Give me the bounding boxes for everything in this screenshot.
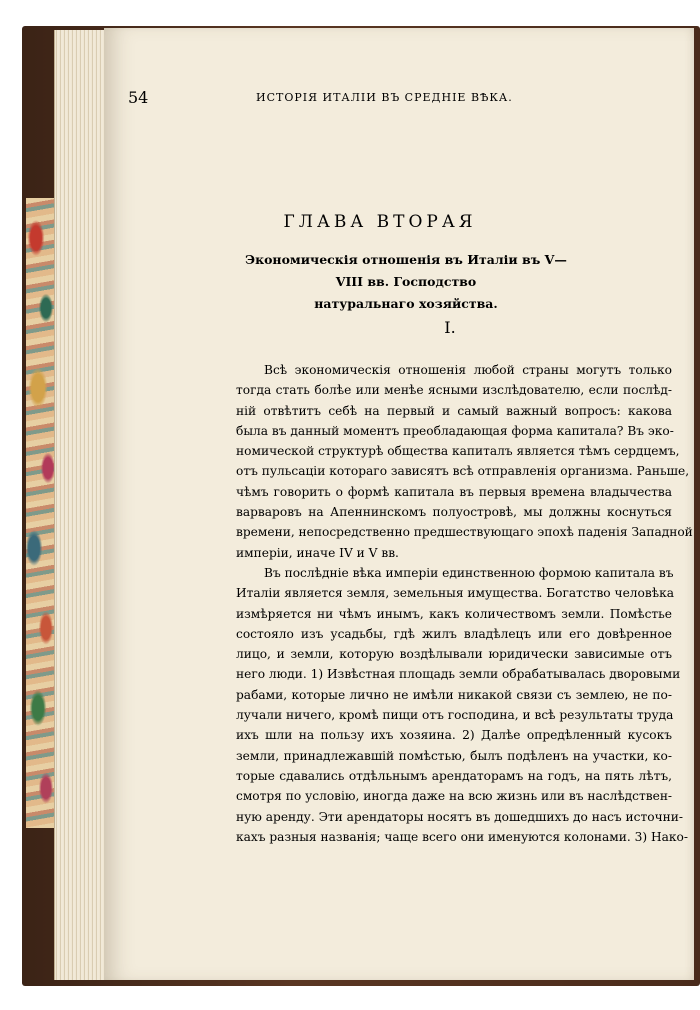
text-line: Всѣ экономическія отношенія любой страны могутъ только [264,363,672,377]
text-line: времени, непосредственно предшествующаго эпохѣ паденія Западной [236,525,693,540]
marbled-edge [26,198,56,828]
text-line: лучали ничего, кромѣ пищи отъ господина, и всѣ результаты труда [236,708,674,723]
text-line: ную аренду. Эти арендаторы носятъ въ дошедшихъ до насъ источни- [236,809,683,824]
text-line: номической структурѣ общества капиталъ является тѣмъ сердцемъ, [236,444,680,459]
subtitle-line: Экономическія отношенія въ Италіи въ V—VIII вв. Господство [245,252,567,289]
text-line: ній отвѣтитъ себѣ на первый и самый важный вопросъ: какова [236,403,672,418]
text-line: него люди. 1) Извѣстная площадь земли обрабатывалась дворовыми [236,667,681,682]
text-line: кахъ разныя названія; чаще всего они именуются колонами. 3) Нако- [236,829,689,844]
text-line: была въ данный моментъ преобладающая форма капитала? Въ эко- [236,423,674,438]
paragraph [236,563,689,847]
text-line: лицо, и земли, которую воздѣлывали юридически зависимые отъ [236,647,672,662]
text-line: Въ послѣдніе вѣка имперіи единственною формою капитала въ [264,565,674,580]
body-text [236,360,693,847]
page-number: 54 [128,88,149,107]
paragraph [236,360,693,563]
page-header [128,88,568,108]
text-line: ихъ шли на пользу ихъ хозяина. 2) Далѣе опредѣленный кусокъ [236,728,672,743]
subtitle-line: натуральнаго хозяйства. [314,296,498,311]
text-line: чѣмъ говорить о формѣ капитала въ первыя времена владычества [236,484,672,499]
text-line: измѣряется ни чѣмъ инымъ, какъ количествомъ земли. Помѣстье [236,606,672,621]
text-line: земли, принадлежавшій помѣстью, былъ подѣленъ на участки, ко- [236,748,672,763]
chapter-title: ГЛАВА ВТОРАЯ [283,212,477,232]
text-line: отъ пульсаціи котораго зависятъ всѣ отправленія организма. Раньше, [236,464,690,479]
running-head: ИСТОРІЯ ИТАЛІИ ВЪ СРЕДНІЕ ВѢКА. [256,91,513,104]
section-number: I. [444,318,456,337]
text-line: рабами, которые лично не имѣли никакой связи съ землею, не по- [236,687,672,702]
text-line: состояло изъ усадьбы, гдѣ жилъ владѣлецъ или его довѣренное [236,626,672,641]
chapter-subtitle [236,249,576,315]
text-line: варваровъ на Апеннинскомъ полуостровѣ, мы должны коснуться [236,505,672,520]
text-line: смотря по условію, иногда даже на всю жизнь или въ наслѣдствен- [236,789,673,804]
text-line: торые сдавались отдѣльнымъ арендаторамъ на годъ, на пять лѣтъ, [236,768,672,783]
text-line: имперіи, иначе IV и V вв. [236,545,399,560]
text-line: Италіи является земля, земельныя имущества. Богатство человѣка [236,586,674,601]
text-line: тогда стать болѣе или менѣе ясными изслѣдователю, если послѣд- [236,383,672,398]
